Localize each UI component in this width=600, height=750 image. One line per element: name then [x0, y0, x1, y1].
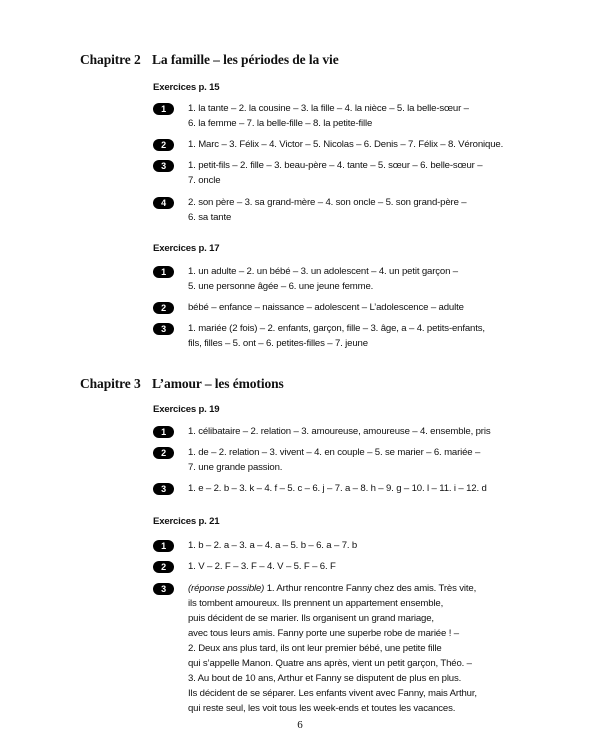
answer-line: 1. mariée (2 fois) – 2. enfants, garçon, fille – 3. âge, a – 4. petits-enfants, [188, 323, 485, 334]
page-number: 6 [297, 719, 303, 731]
answer-line: 6. la femme – 7. la belle-fille – 8. la petite-fille [188, 118, 373, 129]
answer-line: 1. célibataire – 2. relation – 3. amoureuse, amoureuse – 4. ensemble, pris [188, 426, 491, 437]
answer-line [188, 581, 528, 596]
exercise-number-badge: 1 [153, 426, 174, 438]
exercise-number-badge: 2 [153, 447, 174, 459]
exercise-number-badge: 2 [153, 302, 174, 314]
exercise-number-badge: 3 [153, 583, 174, 595]
answer-line: qui reste seul, les voit tous les week-ends et toutes les vacances. [188, 703, 456, 714]
answer-line: 3. Au bout de 10 ans, Arthur et Fanny se disputent de plus en plus. [188, 673, 462, 684]
answer-line: bébé – enfance – naissance – adolescent – L’adolescence – adulte [188, 302, 464, 313]
answer-line: 1. V – 2. F – 3. F – 4. V – 5. F – 6. F [188, 561, 336, 572]
exercise-number-badge: 3 [153, 160, 174, 172]
answer-line: 1. Marc – 3. Félix – 4. Victor – 5. Nicolas – 6. Denis – 7. Félix – 8. Véronique. [188, 139, 504, 150]
answer-prefix: (réponse possible) [188, 583, 265, 594]
exercise-number-badge: 2 [153, 139, 174, 151]
answer-line: 1. e – 2. b – 3. k – 4. f – 5. c – 6. j – 7. a – 8. h – 9. g – 10. l – 11. i – 12. d [188, 483, 487, 494]
chapter-title: L’amour – les émotions [152, 376, 284, 391]
exercise-number-badge: 3 [153, 483, 174, 495]
exercise-section-heading: Exercices p. 21 [153, 516, 220, 527]
answer-line: qui s’appelle Manon. Quatre ans après, vient un petit garçon, Théo. – [188, 658, 472, 669]
chapter-number: Chapitre 3 [80, 376, 141, 391]
answer-line: 1. de – 2. relation – 3. vivent – 4. en couple – 5. se marier – 6. mariée – [188, 447, 481, 458]
chapter-heading [80, 52, 339, 68]
chapter-number: Chapitre 2 [80, 52, 141, 67]
answer-line: 2. Deux ans plus tard, ils ont leur premier bébé, une petite fille [188, 643, 442, 654]
answer-line: 1. un adulte – 2. un bébé – 3. un adolescent – 4. un petit garçon – [188, 266, 458, 277]
answer-line: 1. b – 2. a – 3. a – 4. a – 5. b – 6. a – 7. b [188, 540, 358, 551]
exercise-number-badge: 2 [153, 561, 174, 573]
answer-line: avec tous leurs amis. Fanny porte une superbe robe de mariée ! – [188, 628, 459, 639]
answer-line: 7. une grande passion. [188, 462, 283, 473]
answer-line: fils, filles – 5. ont – 6. petites-filles – 7. jeune [188, 338, 368, 349]
answer-line: 6. sa tante [188, 212, 232, 223]
answer-line: Ils décident de se séparer. Les enfants vivent avec Fanny, mais Arthur, [188, 688, 477, 699]
answer-line: 7. oncle [188, 175, 221, 186]
exercise-number-badge: 4 [153, 197, 174, 209]
exercise-number-badge: 3 [153, 323, 174, 335]
exercise-section-heading: Exercices p. 19 [153, 404, 220, 415]
answer-line: 5. une personne âgée – 6. une jeune femme. [188, 281, 374, 292]
answer-line: 1. petit-fils – 2. fille – 3. beau-père – 4. tante – 5. sœur – 6. belle-sœur – [188, 160, 483, 171]
exercise-number-badge: 1 [153, 103, 174, 115]
exercise-section-heading: Exercices p. 17 [153, 243, 220, 254]
answer-line: 1. la tante – 2. la cousine – 3. la fille – 4. la nièce – 5. la belle-sœur – [188, 103, 469, 114]
answer-line: ils tombent amoureux. Ils prennent un appartement ensemble, [188, 598, 444, 609]
chapter-heading [80, 376, 284, 392]
answer-line: puis décident de se marier. Ils organisent un grand mariage, [188, 613, 434, 624]
answer-line: 2. son père – 3. sa grand-mère – 4. son oncle – 5. son grand-père – [188, 197, 467, 208]
answer-text: 1. Arthur rencontre Fanny chez des amis. Très vite, [264, 583, 477, 594]
chapter-title: La famille – les périodes de la vie [152, 52, 339, 67]
exercise-number-badge: 1 [153, 266, 174, 278]
exercise-section-heading: Exercices p. 15 [153, 82, 220, 93]
exercise-number-badge: 1 [153, 540, 174, 552]
